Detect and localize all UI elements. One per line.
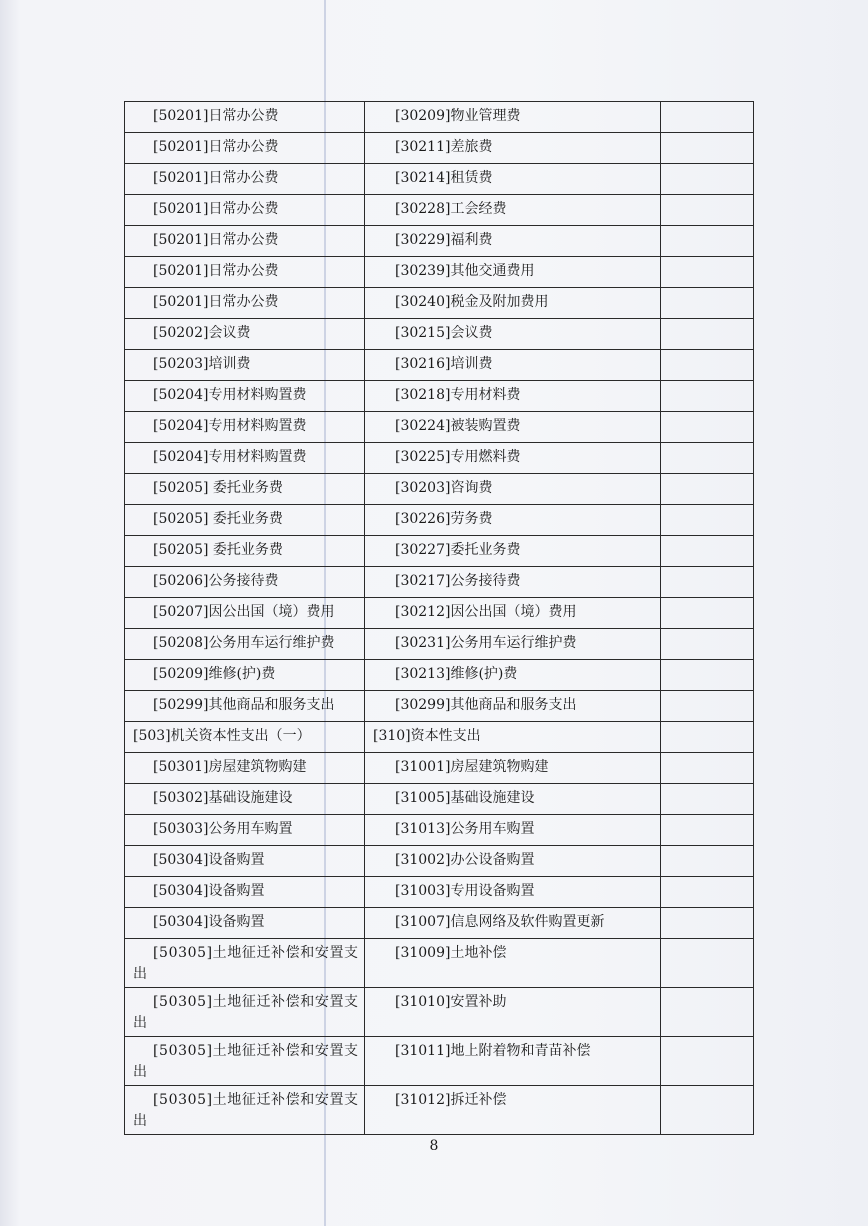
table-row xyxy=(125,102,754,133)
note-cell xyxy=(661,939,754,988)
econ-class-cell: [50305]土地征迁补偿和安置支出 xyxy=(125,939,365,988)
note-cell xyxy=(661,598,754,629)
dept-class-cell: [31010]安置补助 xyxy=(365,988,661,1037)
dept-class-cell: [31013]公务用车购置 xyxy=(365,815,661,846)
dept-class-cell: [30239]其他交通费用 xyxy=(365,257,661,288)
econ-class-cell: [50202]会议费 xyxy=(125,319,365,350)
note-cell xyxy=(661,288,754,319)
dept-class-cell: [31001]房屋建筑物购建 xyxy=(365,753,661,784)
dept-class-cell: [30214]租赁费 xyxy=(365,164,661,195)
note-cell xyxy=(661,133,754,164)
note-cell xyxy=(661,195,754,226)
dept-class-cell: [30240]税金及附加费用 xyxy=(365,288,661,319)
dept-class-cell: [30226]劳务费 xyxy=(365,505,661,536)
econ-class-cell: [50201]日常办公费 xyxy=(125,257,365,288)
econ-class-cell: [50201]日常办公费 xyxy=(125,133,365,164)
dept-class-cell: [30216]培训费 xyxy=(365,350,661,381)
dept-class-cell: [31012]拆迁补偿 xyxy=(365,1086,661,1135)
note-cell xyxy=(661,257,754,288)
table-row xyxy=(125,133,754,164)
note-cell xyxy=(661,846,754,877)
table-row xyxy=(125,350,754,381)
classification-table xyxy=(124,101,754,1135)
table-row xyxy=(125,412,754,443)
econ-class-cell: [50305]土地征迁补偿和安置支出 xyxy=(125,1037,365,1086)
econ-class-cell: [50302]基础设施建设 xyxy=(125,784,365,815)
table-row xyxy=(125,598,754,629)
table-row xyxy=(125,443,754,474)
table-row xyxy=(125,988,754,1037)
econ-class-cell: [50208]公务用车运行维护费 xyxy=(125,629,365,660)
table-row xyxy=(125,877,754,908)
table-row xyxy=(125,908,754,939)
note-cell xyxy=(661,381,754,412)
dept-class-cell: [30213]维修(护)费 xyxy=(365,660,661,691)
dept-class-cell: [31002]办公设备购置 xyxy=(365,846,661,877)
econ-class-cell: [50201]日常办公费 xyxy=(125,102,365,133)
econ-class-cell: [50204]专用材料购置费 xyxy=(125,381,365,412)
econ-class-cell: [50203]培训费 xyxy=(125,350,365,381)
dept-class-cell: [31005]基础设施建设 xyxy=(365,784,661,815)
econ-class-cell: [50205] 委托业务费 xyxy=(125,474,365,505)
econ-class-cell: [50205] 委托业务费 xyxy=(125,505,365,536)
dept-class-cell: [310]资本性支出 xyxy=(365,722,661,753)
table-row xyxy=(125,939,754,988)
dept-class-cell: [30228]工会经费 xyxy=(365,195,661,226)
dept-class-cell: [30217]公务接待费 xyxy=(365,567,661,598)
econ-class-cell: [50303]公务用车购置 xyxy=(125,815,365,846)
table-row xyxy=(125,536,754,567)
note-cell xyxy=(661,102,754,133)
econ-class-cell: [50304]设备购置 xyxy=(125,846,365,877)
table-row xyxy=(125,381,754,412)
dept-class-cell: [31011]地上附着物和青苗补偿 xyxy=(365,1037,661,1086)
table-row xyxy=(125,1086,754,1135)
table-row xyxy=(125,846,754,877)
note-cell xyxy=(661,877,754,908)
note-cell xyxy=(661,350,754,381)
note-cell xyxy=(661,629,754,660)
table-row xyxy=(125,815,754,846)
table-row xyxy=(125,1037,754,1086)
econ-class-cell: [50201]日常办公费 xyxy=(125,164,365,195)
note-cell xyxy=(661,164,754,195)
table-row xyxy=(125,505,754,536)
econ-class-cell: [50299]其他商品和服务支出 xyxy=(125,691,365,722)
note-cell xyxy=(661,1086,754,1135)
dept-class-cell: [30218]专用材料费 xyxy=(365,381,661,412)
econ-class-cell: [50204]专用材料购置费 xyxy=(125,443,365,474)
econ-class-cell: [50206]公务接待费 xyxy=(125,567,365,598)
note-cell xyxy=(661,722,754,753)
dept-class-cell: [30299]其他商品和服务支出 xyxy=(365,691,661,722)
note-cell xyxy=(661,660,754,691)
dept-class-cell: [31009]土地补偿 xyxy=(365,939,661,988)
table-row xyxy=(125,226,754,257)
econ-class-cell: [50305]土地征迁补偿和安置支出 xyxy=(125,988,365,1037)
table-row xyxy=(125,753,754,784)
dept-class-cell: [30227]委托业务费 xyxy=(365,536,661,567)
note-cell xyxy=(661,784,754,815)
econ-class-cell: [50305]土地征迁补偿和安置支出 xyxy=(125,1086,365,1135)
note-cell xyxy=(661,319,754,350)
note-cell xyxy=(661,908,754,939)
econ-class-cell: [50201]日常办公费 xyxy=(125,226,365,257)
note-cell xyxy=(661,412,754,443)
dept-class-cell: [30225]专用燃料费 xyxy=(365,443,661,474)
econ-class-cell: [50301]房屋建筑物购建 xyxy=(125,753,365,784)
econ-class-cell: [50204]专用材料购置费 xyxy=(125,412,365,443)
econ-class-cell: [50207]因公出国（境）费用 xyxy=(125,598,365,629)
note-cell xyxy=(661,815,754,846)
table-row xyxy=(125,164,754,195)
dept-class-cell: [30211]差旅费 xyxy=(365,133,661,164)
note-cell xyxy=(661,474,754,505)
table-row xyxy=(125,567,754,598)
note-cell xyxy=(661,753,754,784)
dept-class-cell: [30229]福利费 xyxy=(365,226,661,257)
table-row xyxy=(125,691,754,722)
table-row xyxy=(125,319,754,350)
dept-class-cell: [30224]被装购置费 xyxy=(365,412,661,443)
table-row xyxy=(125,257,754,288)
table-row xyxy=(125,660,754,691)
table-row xyxy=(125,784,754,815)
dept-class-cell: [30215]会议费 xyxy=(365,319,661,350)
econ-class-cell: [50201]日常办公费 xyxy=(125,195,365,226)
note-cell xyxy=(661,505,754,536)
dept-class-cell: [30203]咨询费 xyxy=(365,474,661,505)
dept-class-cell: [31007]信息网络及软件购置更新 xyxy=(365,908,661,939)
dept-class-cell: [30212]因公出国（境）费用 xyxy=(365,598,661,629)
econ-class-cell: [503]机关资本性支出（一） xyxy=(125,722,365,753)
note-cell xyxy=(661,1037,754,1086)
dept-class-cell: [31003]专用设备购置 xyxy=(365,877,661,908)
note-cell xyxy=(661,691,754,722)
note-cell xyxy=(661,536,754,567)
econ-class-cell: [50209]维修(护)费 xyxy=(125,660,365,691)
table-row xyxy=(125,474,754,505)
note-cell xyxy=(661,988,754,1037)
econ-class-cell: [50205] 委托业务费 xyxy=(125,536,365,567)
table-row xyxy=(125,629,754,660)
dept-class-cell: [30231]公务用车运行维护费 xyxy=(365,629,661,660)
econ-class-cell: [50304]设备购置 xyxy=(125,908,365,939)
page-number: 8 xyxy=(429,1138,439,1154)
table-row xyxy=(125,288,754,319)
note-cell xyxy=(661,443,754,474)
table-row-group-header xyxy=(125,722,754,753)
dept-class-cell: [30209]物业管理费 xyxy=(365,102,661,133)
note-cell xyxy=(661,567,754,598)
econ-class-cell: [50201]日常办公费 xyxy=(125,288,365,319)
econ-class-cell: [50304]设备购置 xyxy=(125,877,365,908)
table-row xyxy=(125,195,754,226)
note-cell xyxy=(661,226,754,257)
